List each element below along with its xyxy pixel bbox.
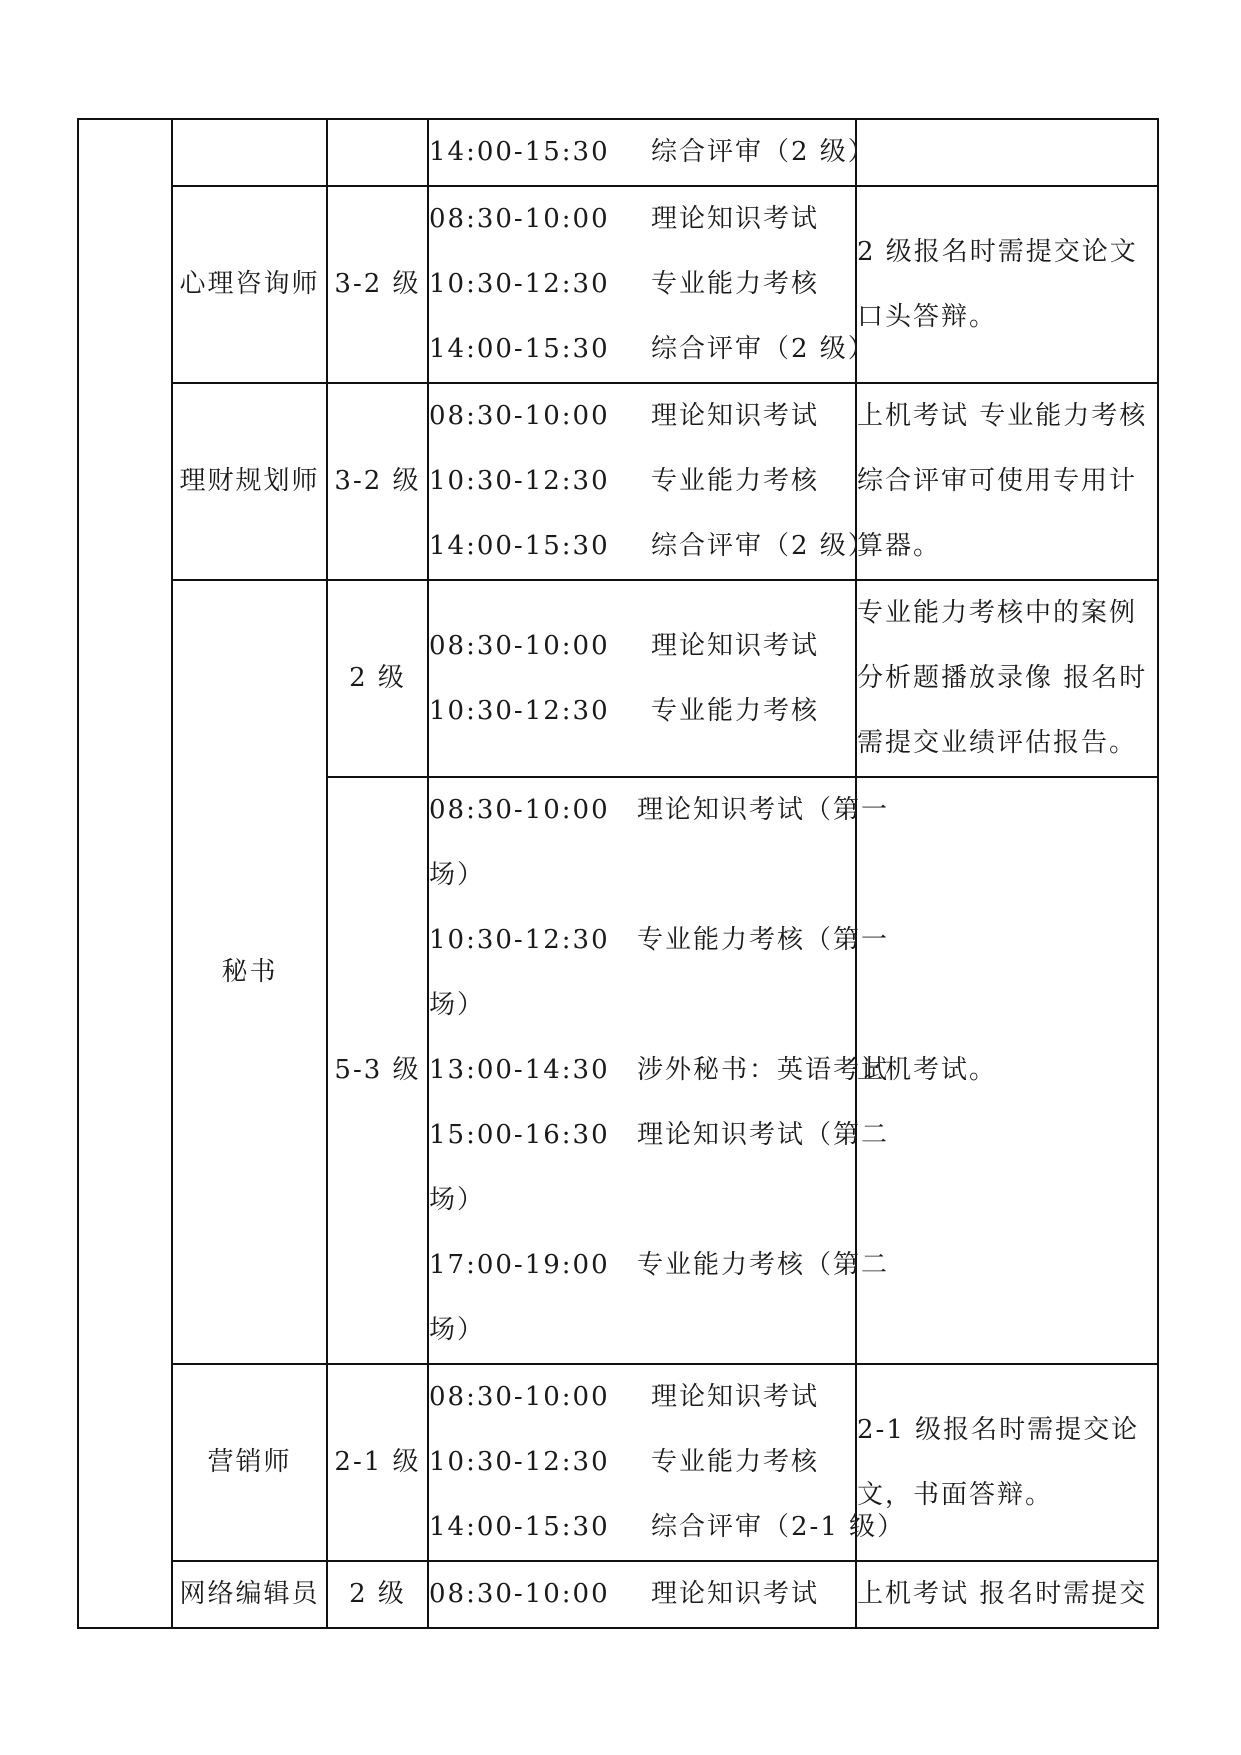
session-line: 10:30-12:30 专业能力考核 [429, 695, 820, 726]
occupation-cell: 营销师 [172, 1364, 327, 1561]
session-line: 14:00-15:30 综合评审（2 级） [429, 531, 876, 561]
session-line: 08:30-10:00 理论知识考试 [429, 401, 820, 431]
level-cell [327, 119, 428, 186]
note-line: 口头答辩。 [857, 301, 998, 332]
exam-schedule-table [77, 118, 1159, 1629]
note-line: 上机考试 专业能力考核 [857, 401, 1148, 431]
session-line: 10:30-12:30 专业能力考核 [429, 1447, 820, 1477]
table-row [78, 383, 1158, 580]
note-line: 文，书面答辩。 [857, 1479, 1054, 1510]
note-line: 上机考试。 [857, 1055, 998, 1085]
session-line: 14:00-15:30 综合评审（2 级） [429, 334, 876, 364]
occupation-cell [172, 119, 327, 186]
session-line-wrap: 场） [429, 1185, 486, 1215]
session-line: 08:30-10:00 理论知识考试（第一 [429, 795, 890, 825]
note-cell [856, 186, 1158, 383]
level-cell: 3-2 级 [327, 186, 428, 383]
note-line: 分析题播放录像 报名时 [857, 663, 1148, 693]
session-line: 08:30-10:00 理论知识考试 [429, 204, 820, 234]
table-row [78, 1561, 1158, 1628]
note-line: 2 级报名时需提交论文 [857, 236, 1138, 267]
session-line: 14:00-15:30 综合评审（2 级） [429, 137, 876, 167]
schedule-cell [428, 1364, 906, 1561]
note-cell [856, 1561, 1158, 1628]
session-line: 08:30-10:00 理论知识考试 [429, 1382, 820, 1412]
occupation-cell: 网络编辑员 [172, 1561, 327, 1628]
level-cell: 5-3 级 [327, 777, 428, 1364]
schedule-cell [428, 186, 876, 383]
session-line: 08:30-10:00 理论知识考试 [429, 630, 820, 661]
table-row [78, 580, 1158, 777]
level-cell: 2-1 级 [327, 1364, 428, 1561]
table-row [78, 119, 1158, 186]
session-line: 13:00-14:30 涉外秘书：英语考试 [429, 1055, 890, 1085]
session-line-wrap: 场） [429, 1315, 486, 1345]
schedule-cell [428, 119, 876, 186]
schedule-cell [428, 1561, 856, 1628]
session-line: 10:30-12:30 专业能力考核 [429, 466, 820, 496]
table-row [78, 186, 1158, 383]
level-cell: 3-2 级 [327, 383, 428, 580]
session-line: 10:30-12:30 专业能力考核（第一 [429, 925, 890, 955]
session-line: 08:30-10:00 理论知识考试 [429, 1579, 820, 1609]
note-line: 专业能力考核中的案例 [857, 598, 1138, 628]
occupation-cell: 秘书 [172, 580, 327, 1364]
note-line: 上机考试 报名时需提交 [857, 1579, 1148, 1609]
schedule-cell [428, 580, 856, 777]
note-cell [856, 580, 1158, 777]
note-line: 综合评审可使用专用计 [857, 466, 1138, 496]
note-cell [856, 383, 1158, 580]
session-line-wrap: 场） [429, 990, 486, 1020]
category-cell [78, 119, 172, 1628]
note-cell [856, 777, 1158, 1364]
level-cell: 2 级 [327, 1561, 428, 1628]
note-line: 需提交业绩评估报告。 [857, 728, 1138, 758]
level-cell: 2 级 [327, 580, 428, 777]
schedule-cell [428, 383, 876, 580]
note-cell [856, 119, 1158, 186]
session-line-wrap: 场） [429, 860, 486, 890]
session-line: 14:00-15:30 综合评审（2-1 级） [429, 1512, 906, 1542]
note-line: 2-1 级报名时需提交论 [857, 1414, 1140, 1445]
occupation-cell: 心理咨询师 [172, 186, 327, 383]
occupation-cell: 理财规划师 [172, 383, 327, 580]
schedule-cell [428, 777, 890, 1364]
session-line: 10:30-12:30 专业能力考核 [429, 269, 820, 299]
table-row [78, 1364, 1158, 1561]
session-line: 17:00-19:00 专业能力考核（第二 [429, 1250, 890, 1280]
note-line: 算器。 [857, 531, 942, 561]
session-line: 15:00-16:30 理论知识考试（第二 [429, 1120, 890, 1150]
